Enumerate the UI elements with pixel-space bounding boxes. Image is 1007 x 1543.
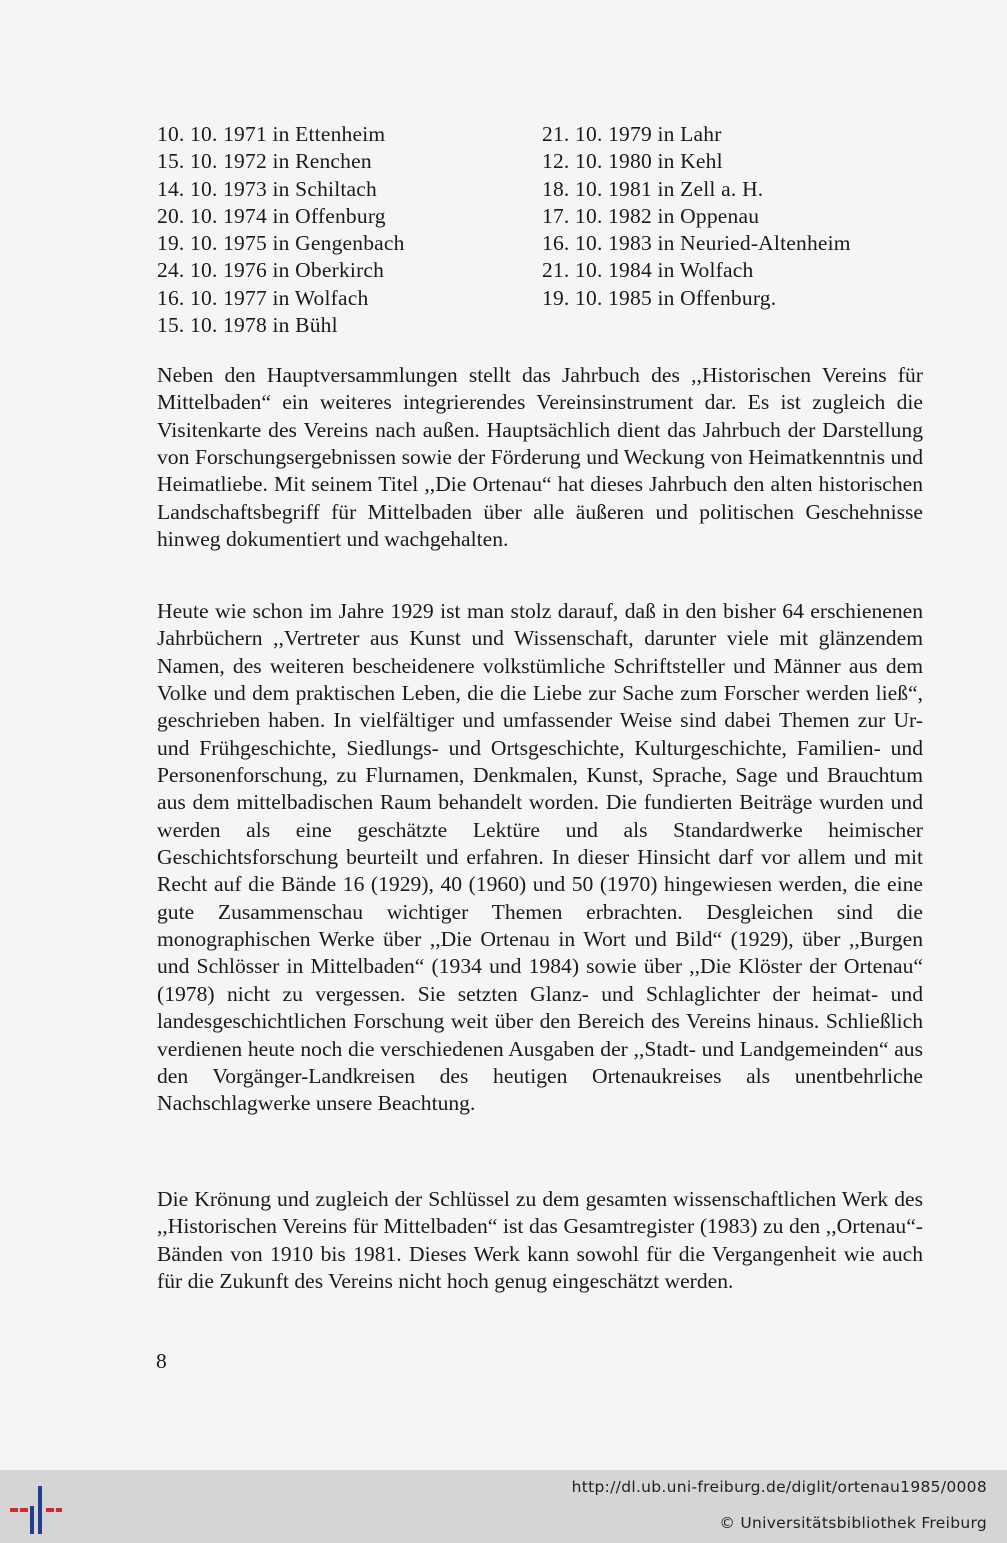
date-entry: 18. 10. 1981 in Zell a. H. <box>542 176 764 201</box>
date-entry: 19. 10. 1975 in Gengenbach <box>157 231 405 256</box>
body-paragraph: Die Krönung und zugleich der Schlüssel zu dem gesamten wissenschaftlichen Werk des ,,Historischen Vereins für Mittelbaden“ ist das Gesamtregister (1983) zu den ,,Ortenau“-Bänden von 1910 bis 1981. Dieses Werk kann sowohl für die Vergangenheit wie auch für die Zukunft des Vereins nicht hoch genug eingeschätzt werden. <box>157 1187 923 1294</box>
date-entry: 14. 10. 1973 in Schiltach <box>157 176 377 201</box>
date-entry: 15. 10. 1978 in Bühl <box>157 313 338 338</box>
library-footer <box>0 1470 1007 1543</box>
date-entry: 21. 10. 1979 in Lahr <box>542 122 722 146</box>
date-entry: 16. 10. 1983 in Neuried-Altenheim <box>542 231 851 256</box>
dates-column-right <box>542 121 851 312</box>
date-entry: 20. 10. 1974 in Offenburg <box>157 203 386 228</box>
document-url-link[interactable]: http://dl.ub.uni-freiburg.de/diglit/ortenau1985/0008 <box>571 1478 987 1496</box>
date-entry: 12. 10. 1980 in Kehl <box>542 149 723 174</box>
date-entry: 24. 10. 1976 in Oberkirch <box>157 258 385 283</box>
date-entry: 10. 10. 1971 in Ettenheim <box>157 122 386 146</box>
date-entry: 15. 10. 1972 in Renchen <box>157 149 372 174</box>
date-entry: 21. 10. 1984 in Wolfach <box>542 258 754 283</box>
copyright-notice: © Universitätsbibliothek Freiburg <box>719 1514 987 1532</box>
body-paragraph: Heute wie schon im Jahre 1929 ist man stolz darauf, daß in den bisher 64 erschienenen Jahrbüchern ,,Vertreter aus Kunst und Wissenschaft, darunter viele mit glänzendem Namen, des weiteren bescheidenere volkstümliche Schriftsteller und Männer aus dem Volke und dem praktischen Leben, die die Liebe zur Sache zum Forscher werden ließ“, geschrieben haben. In vielfältiger und umfassender Weise sind dabei Themen zur Ur- und Frühgeschichte, Siedlungs- und Ortsgeschichte, Kulturgeschichte, Familien- und Personenforschung, zu Flurnamen, Denkmalen, Kunst, Sprache, Sage und Brauchtum aus dem mittelbadischen Raum behandelt worden. Die fundierten Beiträge wurden und werden als eine geschätzte Lektüre und als Standardwerke heimischer Geschichtsforschung beurteilt und erfahren. In dieser Hinsicht darf vor allem und mit Recht auf die Bände 16 (1929), 40 (1960) und 50 (1970) hingewiesen werden, die eine gute Zusammenschau wichtiger Themen erbrachten. Desgleichen sind die monographischen Werke über ,,Die Ortenau in Wort und Bild“ (1929), über ,,Burgen und Schlösser in Mittelbaden“ (1934 und 1984) sowie über ,,Die Klöster der Ortenau“ (1978) nicht zu vergessen. Sie setzten Glanz- und Schlaglichter der heimat- und landesgeschichtlichen Forschung weit über den Bereich des Vereins hinaus. Schließlich verdienen heute noch die verschiedenen Ausgaben der ,,Stadt- und Landgemeinden“ aus den Vorgänger-Landkreisen des heutigen Ortenaukreises als unentbehrliche Nachschlagwerke unsere Beachtung. <box>157 599 923 1116</box>
date-entry: 19. 10. 1985 in Offenburg. <box>542 285 777 310</box>
date-entry: 17. 10. 1982 in Oppenau <box>542 203 760 228</box>
ub-freiburg-logo-icon <box>10 1482 62 1534</box>
dates-column-left <box>157 121 405 339</box>
body-paragraph: Neben den Hauptversammlungen stellt das Jahrbuch des ,,Historischen Vereins für Mittelbaden“ ein weiteres integrierendes Vereinsinstrument dar. Es ist zugleich die Visitenkarte des Vereins nach außen. Hauptsächlich dient das Jahrbuch der Darstellung von Forschungsergebnissen sowie der Förderung und Weckung von Heimatkenntnis und Heimatliebe. Mit seinem Titel ,,Die Ortenau“ hat dieses Jahrbuch den alten historischen Landschaftsbegriff für Mittelbaden über alle äußeren und politischen Geschehnisse hinweg dokumentiert und wachgehalten. <box>157 363 923 552</box>
page-number: 8 <box>156 1349 167 1373</box>
date-entry: 16. 10. 1977 in Wolfach <box>157 285 369 310</box>
